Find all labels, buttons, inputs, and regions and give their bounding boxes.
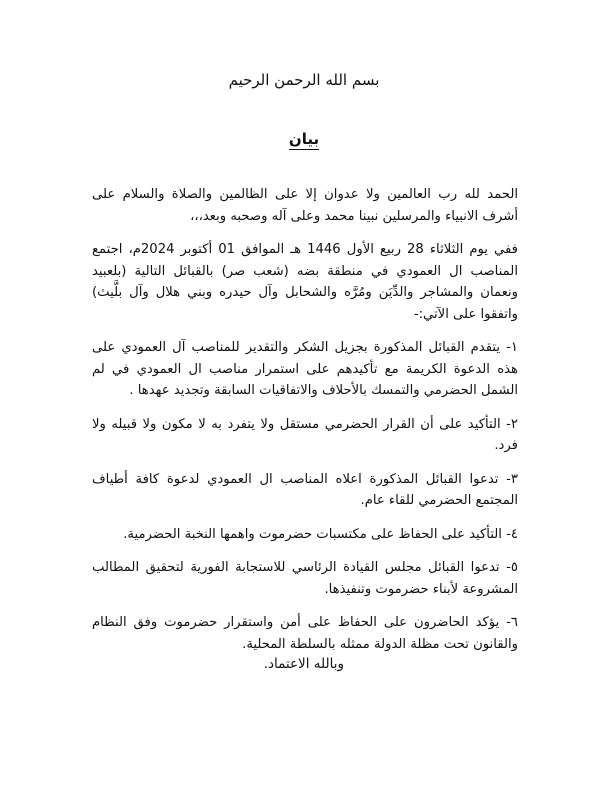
closing-line: وبالله الاعتماد. — [263, 656, 344, 672]
document-body — [92, 184, 518, 667]
paragraph-item-5: ٥- تدعوا القبائل مجلس القيادة الرئاسي للاستجابة الفورية لتحقيق المطالب المشروعة لأبناء حضرموت وتنفيذها. — [92, 560, 518, 597]
paragraph-item-1: ١- يتقدم القبائل المذكورة بجزيل الشكر والتقدير للمناصب آل العمودي على هذه الدعوة الكريمة مع تأكيدهم على استمرار مناصب ال العمودي في لم الشمل الحضرمي والتمسك بالأحلاف والاتفاقيات السابقة وتجديد عهدها . — [92, 340, 518, 398]
document-title — [0, 126, 608, 152]
paragraph-item-6: ٦- يؤكد الحاضرون على الحفاظ على أمن واستقرار حضرموت وفق النظام والقانون تحت مظلة الدولة ممثله بالسلطة المحلية. — [92, 615, 518, 652]
basmala-heading: بسم الله الرحمن الرحيم — [228, 71, 380, 89]
paragraph-intro: الحمد لله رب العالمين ولا عدوان إلا على الظالمين والصلاة والسلام على أشرف الانبياء والمرسلين نبينا محمد وعلى آله وصحبه وبعد،،، — [92, 187, 518, 224]
document-title-text: بيان — [288, 130, 320, 148]
paragraph-meeting: ففي يوم الثلاثاء 28 ربيع الأول 1446 هـ الموافق 01 أكتوبر 2024م، اجتمع المناصب ال العمودي في منطقة بضه (شعب صر) بالقبائل التالية (بلعبيد ونعمان والمشاجر والدِّيَن ومُرَّه والشحابل وآل حيدره وبني هلال وآل بلَّيث) واتفقوا على الآتي:- — [92, 242, 518, 322]
paragraph-item-4: ٤- التأكيد على الحفاظ على مكتسبات حضرموت واهمها النخبة الحضرمية. — [123, 526, 518, 542]
paragraph-item-2: ٢- التأكيد على أن القرار الحضرمي مستقل ولا يتفرد به لا مكون ولا قبيله ولا فرد. — [92, 416, 518, 453]
paragraph-item-3: ٣- تدعوا القبائل المذكورة اعلاه المناصب ال العمودي لدعوة كافة أطياف المجتمع الحضرمي للقاء عام. — [92, 471, 518, 508]
